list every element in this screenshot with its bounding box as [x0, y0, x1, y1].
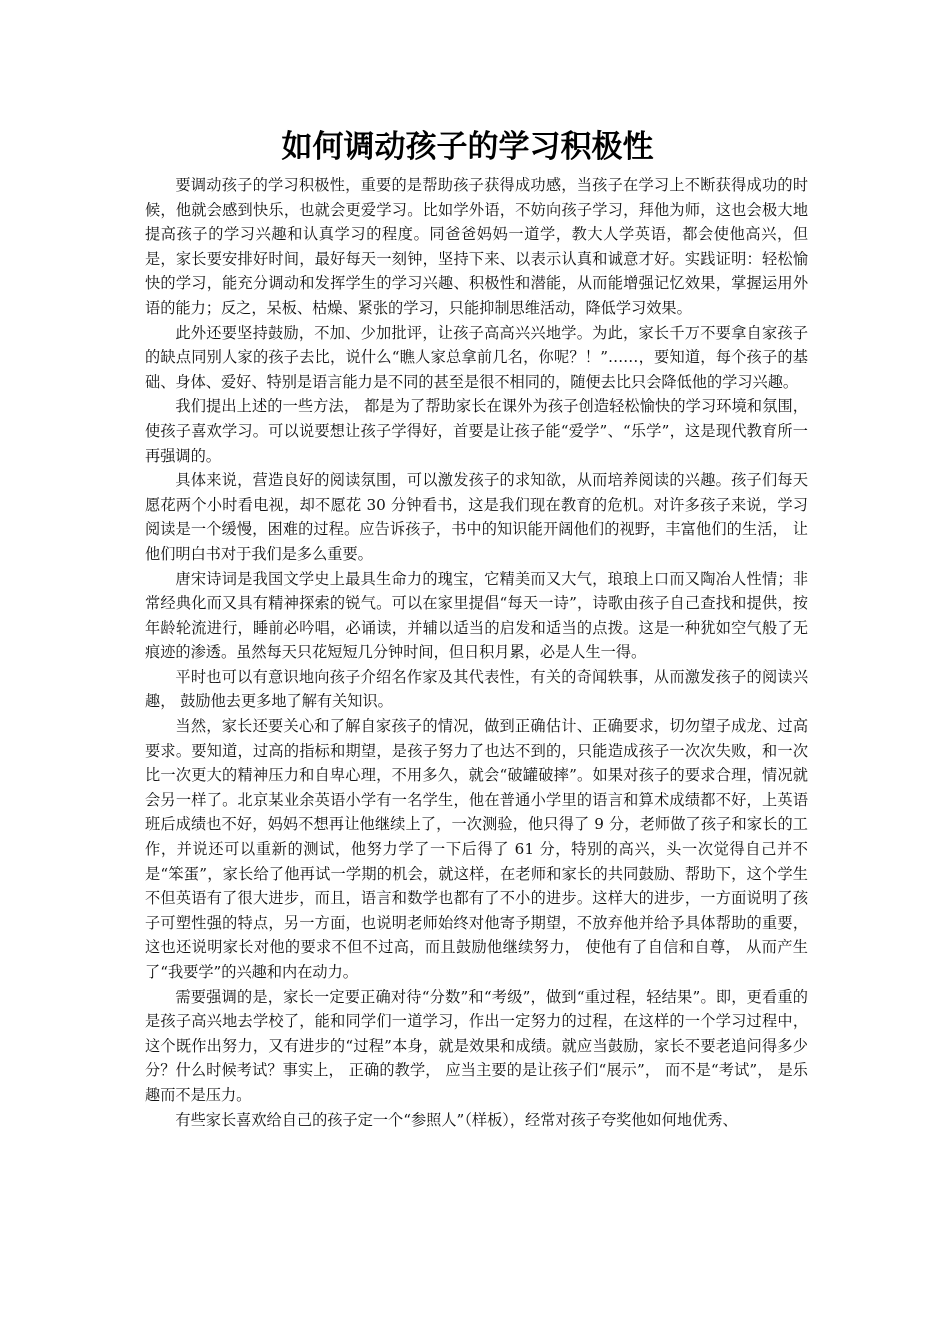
paragraph-6: 平时也可以有意识地向孩子介绍名作家及其代表性，有关的奇闻轶事，从而激发孩子的阅读兴趣， 鼓励他去更多地了解有关知识。	[145, 667, 808, 711]
paragraph-8: 需要强调的是，家长一定要正确对待“分数”和“考级”，做到“重过程，轻结果”。即，更看重的是孩子高兴地去学校了，能和同学们一道学习，作出一定努力的过程，在这样的一个学习过程中，这个既作出努力，又有进步的“过程”本身，就是效果和成绩。就应当鼓励，家长不要老追问得多少分？什么时候考试？事实上， 正确的教学， 应当主要的是让孩子们“展示”， 而不是“考试”， 是乐趣而不是压力。	[145, 987, 808, 1104]
paragraph-1: 要调动孩子的学习积极性，重要的是帮助孩子获得成功感，当孩子在学习上不断获得成功的时候，他就会感到快乐，也就会更爱学习。比如学外语，不妨向孩子学习，拜他为师，这也会极大地提高孩子的学习兴趣和认真学习的程度。同爸爸妈妈一道学，教大人学英语，都会使他高兴，但是，家长要安排好时间，最好每天一刻钟，坚持下来、以表示认真和诚意才好。实践证明：轻松愉快的学习，能充分调动和发挥学生的学习兴趣、积极性和潜能，从而能增强记忆效果，掌握运用外语的能力；反之，呆板、枯燥、紧张的学习，只能抑制思维活动，降低学习效果。	[145, 176, 808, 317]
paragraph-2: 此外还要坚持鼓励，不加、少加批评，让孩子高高兴兴地学。为此，家长千万不要拿自家孩子的缺点同别人家的孩子去比，说什么“瞧人家总拿前几名，你呢？！”……，要知道，每个孩子的基础、身体、爱好、特别是语言能力是不同的甚至是很不相同的，随便去比只会降低他的学习兴趣。	[145, 323, 808, 391]
paragraph-9: 有些家长喜欢给自己的孩子定一个“参照人”（样板），经常对孩子夸奖他如何地优秀、	[175, 1110, 738, 1129]
paragraph-4: 具体来说，营造良好的阅读氛围，可以激发孩子的求知欲，从而培养阅读的兴趣。孩子们每天愿花两个小时看电视，却不愿花 30 分钟看书，这是我们现在教育的危机。对许多孩子来说，学习阅读是一个缓慢，困难的过程。应告诉孩子，书中的知识能开阔他们的视野，丰富他们的生活， 让他们明白书对于我们是多么重要。	[145, 471, 808, 563]
document-title: 如何调动孩子的学习积极性	[281, 129, 654, 165]
document-body	[145, 173, 808, 1132]
paragraph-5: 唐宋诗词是我国文学史上最具生命力的瑰宝，它精美而又大气，琅琅上口而又陶冶人性情；非常经典化而又具有精神探索的锐气。可以在家里提倡“每天一诗”，诗歌由孩子自己查找和提供，按年龄轮流进行，睡前必吟唱，必诵读，并辅以适当的启发和适当的点拨。这是一种犹如空气般了无痕迹的渗透。虽然每天只花短短几分钟时间，但日积月累，必是人生一得。	[145, 569, 808, 662]
paragraph-7: 当然，家长还要关心和了解自家孩子的情况，做到正确估计、正确要求，切勿望子成龙、过高要求。要知道，过高的指标和期望，是孩子努力了也达不到的，只能造成孩子一次次失败，和一次比一次更大的精神压力和自卑心理，不用多久，就会“破罐破摔”。如果对孩子的要求合理，情况就会另一样了。北京某业余英语小学有一名学生，他在普通小学里的语言和算术成绩都不好，上英语班后成绩也不好，妈妈不想再让他继续上了，一次测验，他只得了 9 分，老师做了孩子和家长的工作，并说还可以重新的测试，他努力学了一下后得了 61 分，特别的高兴，头一次觉得自己并不是“笨蛋”，家长给了他再试一学期的机会，就这样，在老师和家长的共同鼓励、帮助下，这个学生不但英语有了很大进步，而且，语言和数学也都有了不小的进步。这样大的进步，一方面说明了孩子可塑性强的特点，另一方面，也说明老师始终对他寄予期望，不放弃他并给予具体帮助的重要，这也还说明家长对他的要求不但不过高，而且鼓励他继续努力， 使他有了自信和自尊， 从而产生了“我要学”的兴趣和内在动力。	[145, 717, 808, 981]
paragraph-3: 我们提出上述的一些方法， 都是为了帮助家长在课外为孩子创造轻松愉快的学习环境和氛围，使孩子喜欢学习。可以说要想让孩子学得好，首要是让孩子能“爱学”、“乐学”，这是现代教育所一再强调的。	[145, 397, 808, 465]
